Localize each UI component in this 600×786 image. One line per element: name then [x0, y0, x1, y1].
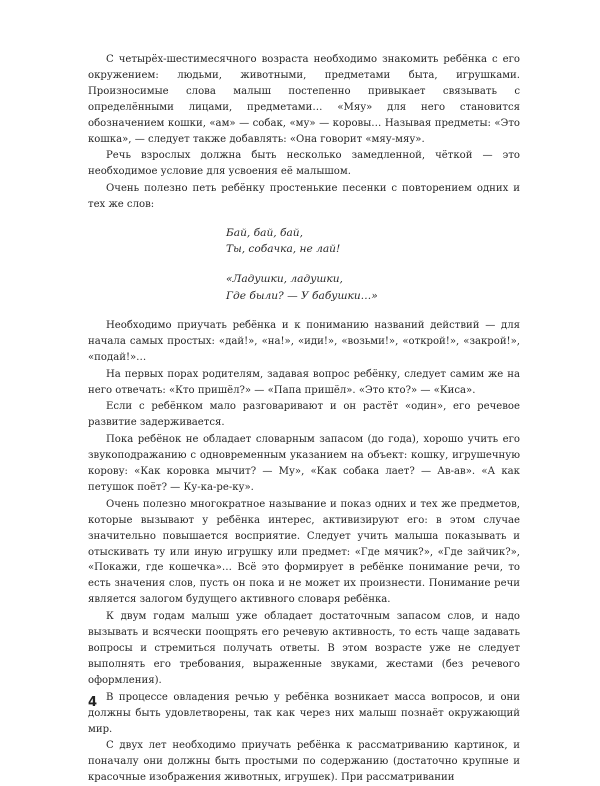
paragraph-3: Очень полезно петь ребёнку простенькие песенки с повторением одних и тех же слов: — [88, 183, 520, 211]
verse-line: Бай, бай, бай, — [226, 227, 303, 240]
paragraph-9: К двум годам малыш уже обладает достаточным запасом слов, и надо вызывать и всячески поощрять его речевую активность, то есть чаще задавать вопросы и стремиться получать ответы. В этом возрасте уже не следует выполнять его требования, выраженные звуками, жестами (без речевого оформления). — [88, 611, 520, 686]
paragraph-10: В процессе овладения речью у ребёнка возникает масса вопросов, и они должны быть удовлетворены, так как через них малыш познаёт окружающий мир. — [88, 691, 520, 735]
paragraph-1: С четырёх-шестимесячного возраста необходимо знакомить ребёнка с его окружением: людьми, животными, предметами быта, игрушками. Произносимые слова малыш постепенно привыкает связывать с определёнными лицами, предметами… «Мяу» для него становится обозначением кошки, «ам» — собак, «му» — коровы… Называя предметы: «Это кошка», — следует также добавлять: «Она говорит «мяу-мяу». — [88, 54, 520, 145]
paragraph-2: Речь взрослых должна быть несколько замедленной, чёткой — это необходимое условие для усвоения её малышом. — [88, 150, 520, 178]
paragraph-8: Очень полезно многократное называние и показ одних и тех же предметов, которые вызывают у ребёнка интерес, активизируют его: в этом случае значительно повышается восприятие. Следует учить малыша показывать и отыскивать ту или иную игрушку или предмет: «Где мячик?», «Где зайчик?», «Покажи, где кошечка»… Всё это формирует в ребёнке понимание речи, то есть значения слов, пусть он пока и не может их произнести. Понимание речи является залогом будущего активного словаря ребёнка. — [88, 498, 520, 606]
paragraph-6: Если с ребёнком мало разговаривают и он растёт «один», его речевое развитие задерживается. — [88, 401, 520, 429]
paragraph-5: На первых порах родителям, задавая вопрос ребёнку, следует самим же на него отвечать: «Кто пришёл?» — «Папа пришёл». «Это кто?» — «Киса». — [88, 368, 520, 396]
page-number: 4 — [88, 695, 98, 710]
verse-line: Ты, собачка, не лай! — [226, 243, 341, 256]
body-text — [88, 52, 520, 786]
song-verse — [226, 225, 520, 304]
verse-line: «Ладушки, ладушки, — [226, 273, 343, 286]
verse-stanza-2 — [226, 271, 520, 303]
paragraph-4: Необходимо приучать ребёнка и к пониманию названий действий — для начала самых простых: «дай!», «на!», «иди!», «возьми!», «открой!», «закрой!», «подай!»… — [88, 319, 520, 363]
verse-line: Где были? — У бабушки…» — [226, 289, 378, 302]
paragraph-11: С двух лет необходимо приучать ребёнка к рассматриванию картинок, и поначалу они должны быть простыми по содержанию (достаточно крупные и красочные изображения животных, игрушек). При рассматривании — [88, 740, 520, 784]
paragraph-7: Пока ребёнок не обладает словарным запасом (до года), хорошо учить его звукоподражанию с одновременным указанием на объект: кошку, игрушечную корову: «Как коровка мычит? — Му», «Как собака лает? — Ав-ав». «А как петушок поёт? — Ку-ка-ре-ку». — [88, 434, 520, 493]
verse-stanza-1 — [226, 225, 520, 257]
